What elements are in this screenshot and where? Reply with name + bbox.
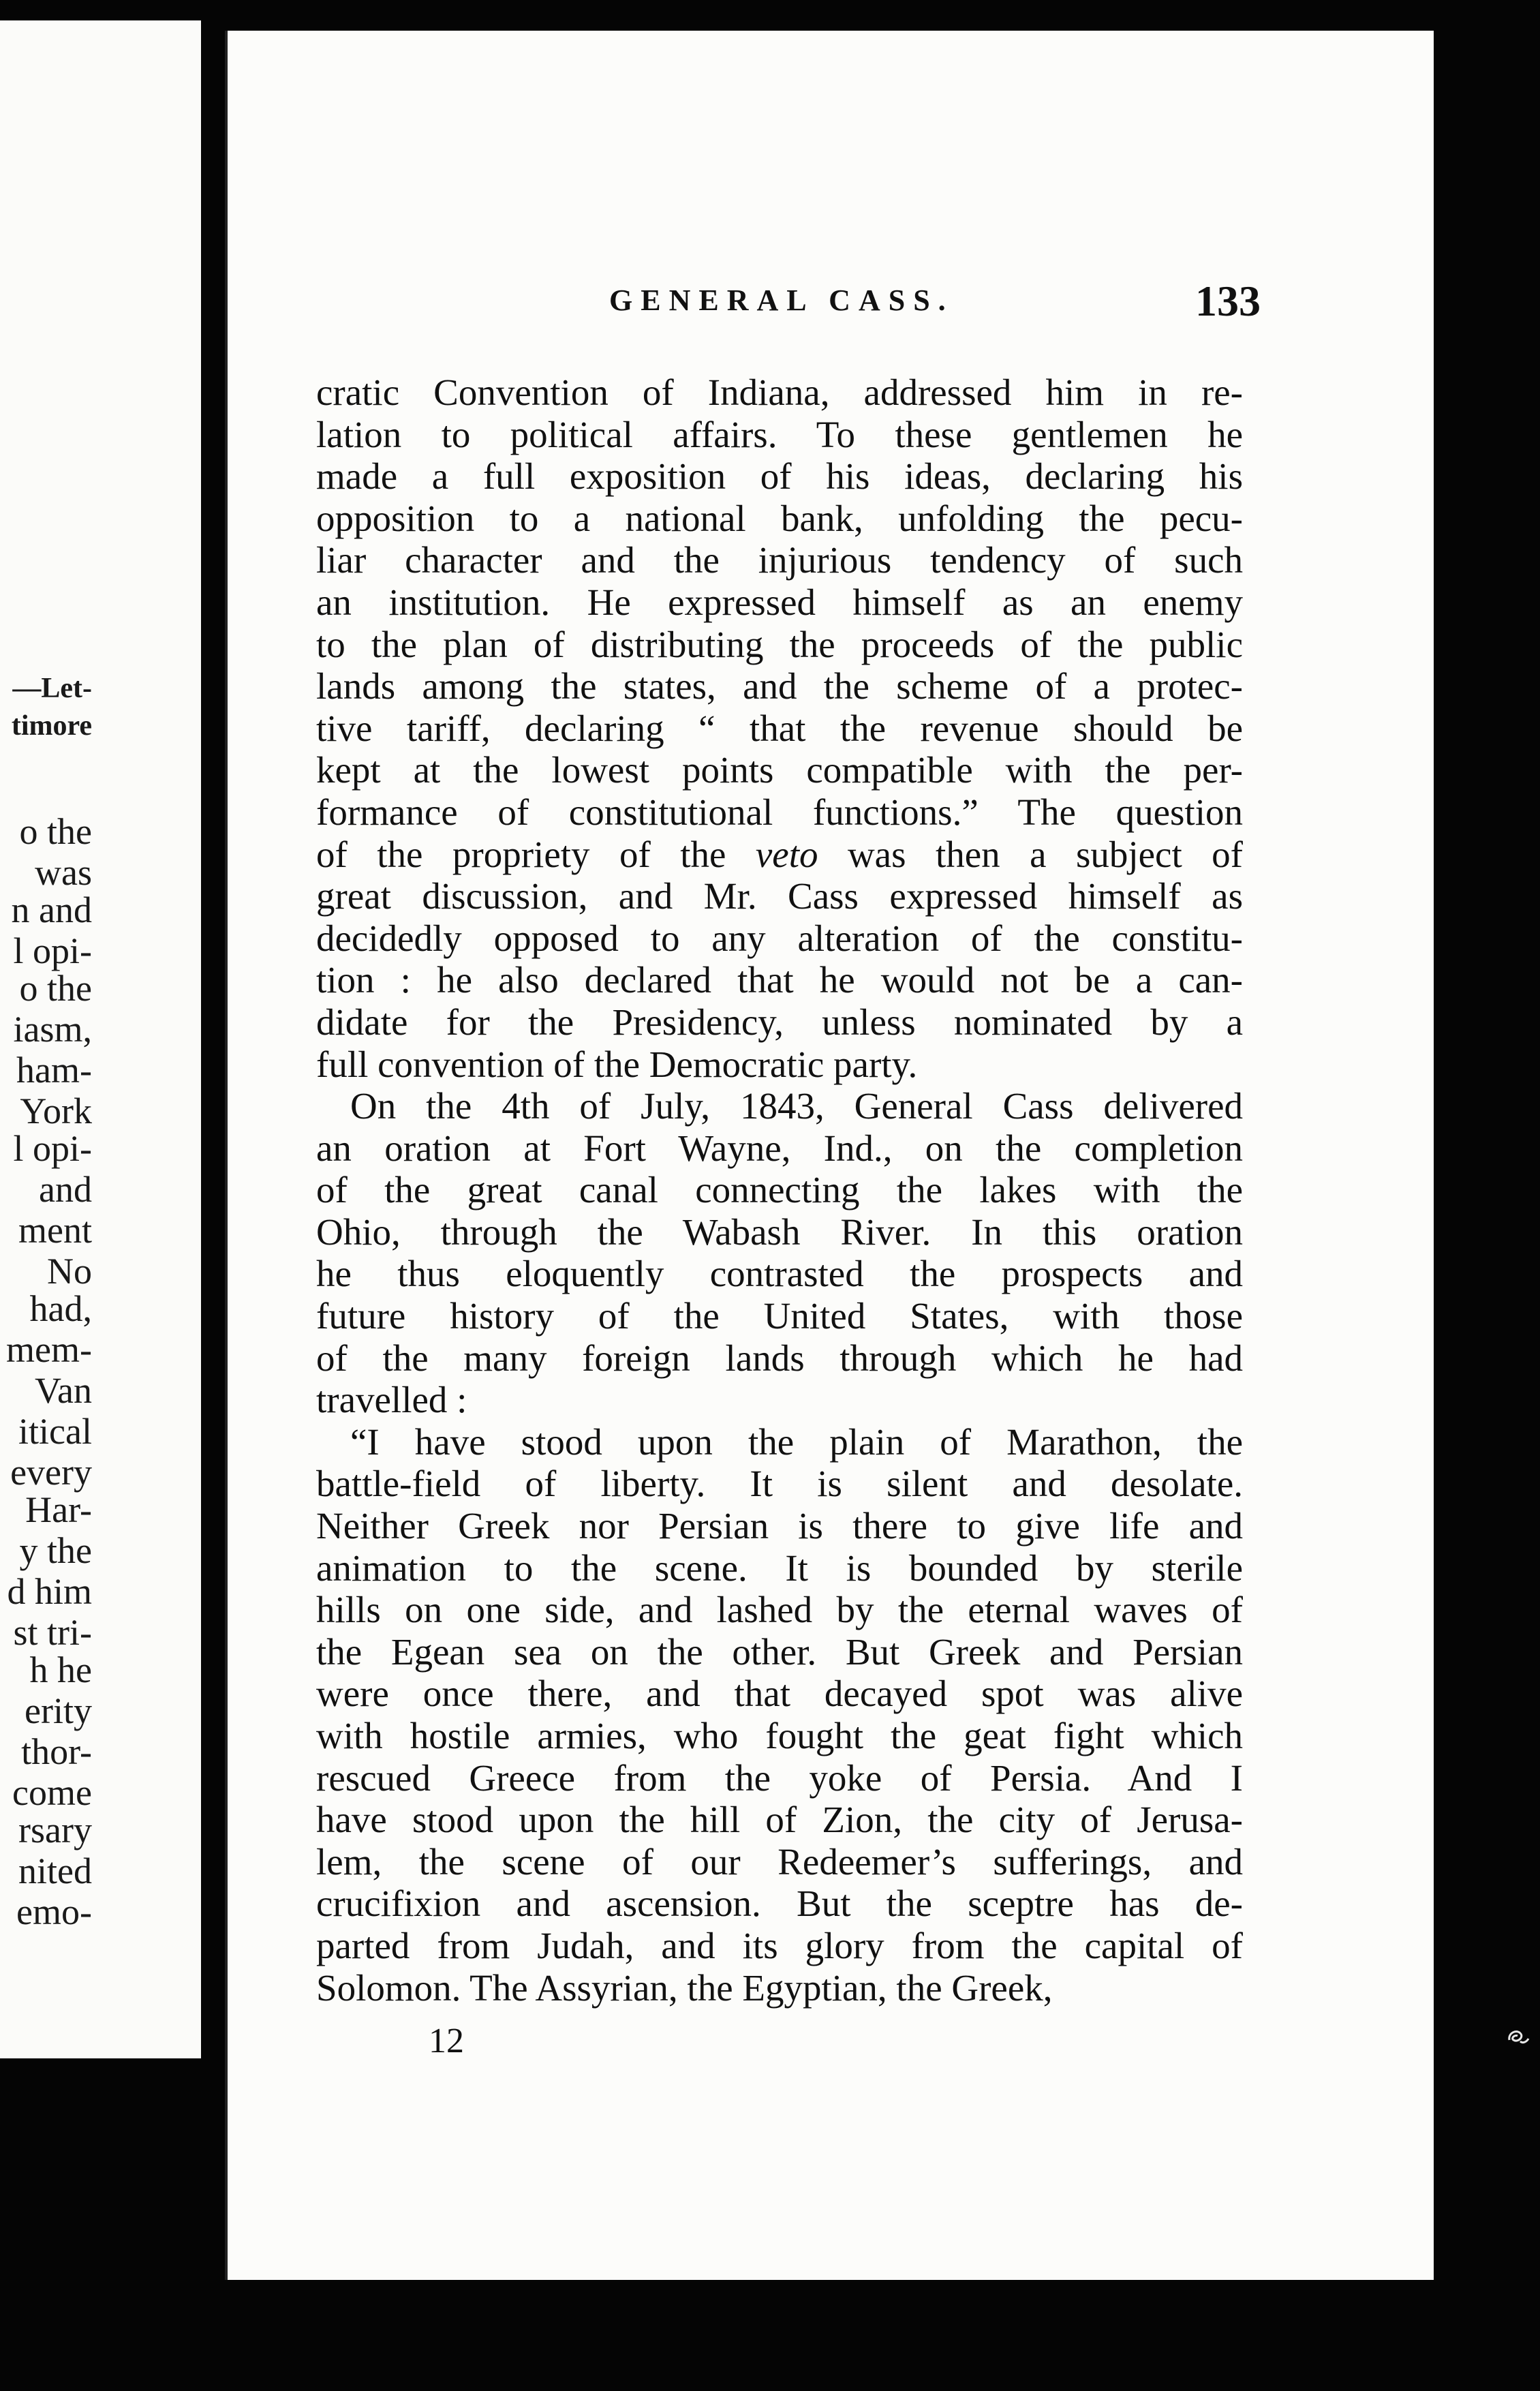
running-header [228,276,1434,331]
facing-page-line: erity [25,1690,92,1731]
text-line: lands among the states, and the scheme of a protec- [316,665,1243,707]
facing-page-line: ham- [16,1050,92,1091]
facing-page-line: d him [7,1571,92,1612]
text-line: Neither Greek nor Persian is there to give life and [316,1505,1243,1547]
facing-page-line: h he [29,1649,92,1690]
text-line: parted from Judah, and its glory from the capital of [316,1924,1243,1966]
text-line: he thus eloquently contrasted the prospects and [316,1253,1243,1295]
text-line: of the great canal connecting the lakes with the [316,1169,1243,1211]
text-line: the Egean sea on the other. But Greek and Persian [316,1630,1243,1673]
text-line: crucifixion and ascension. But the sceptre has de- [316,1883,1243,1925]
facing-page-line: Har- [25,1489,92,1530]
facing-page-line: every [10,1452,92,1493]
text-line: “I have stood upon the plain of Marathon, the [350,1420,1243,1463]
facing-page-line: nited [18,1851,92,1891]
emphasis-word: veto [755,833,818,875]
text-line: lation to political affairs. To these gentlemen he [316,413,1243,455]
text-line: kept at the lowest points compatible with the per- [316,749,1243,791]
facing-page-line: o the [19,811,92,852]
facing-page-line: and [39,1169,92,1210]
text-line: of the many foreign lands through which he had [316,1337,1243,1379]
text-line: an oration at Fort Wayne, Ind., on the completion [316,1127,1243,1169]
facing-page-line: emo- [16,1891,92,1932]
text-line: animation to the scene. It is bounded by sterile [316,1547,1243,1589]
facing-page-line: l opi- [13,1128,92,1169]
text-line: hills on one side, and lashed by the eternal waves of [316,1589,1243,1631]
facing-page-line: come [12,1772,92,1813]
text-line: Solomon. The Assyrian, the Egyptian, the Greek, [316,1966,1053,2009]
text-line: Ohio, through the Wabash River. In this oration [316,1210,1243,1253]
text-line: cratic Convention of Indiana, addressed him in re- [316,371,1243,413]
text-line: made a full exposition of his ideas, declaring his [316,455,1243,498]
facing-page-line: iasm, [13,1009,92,1050]
facing-page-line: ment [18,1210,92,1251]
page-number: 133 [1195,277,1261,325]
text-line: with hostile armies, who fought the geat fight which [316,1715,1243,1756]
facing-page-line: rsary [18,1810,92,1851]
text-line: future history of the United States, with those [316,1295,1243,1337]
text-line: to the plan of distributing the proceeds of the public [316,623,1243,665]
facing-page-line: thor- [21,1731,92,1772]
facing-page-line: mem- [6,1329,92,1370]
text-line: an institution. He expressed himself as an enemy [316,581,1243,623]
text-line: tion : he also declared that he would not be a can- [316,959,1243,1001]
facing-page-line: Van [35,1370,92,1411]
text-line: formance of constitutional functions.” The question [316,791,1243,833]
text-line: didate for the Presidency, unless nominated by a [316,1001,1243,1043]
text-line: tive tariff, declaring “ that the revenue should be [316,707,1243,749]
facing-page-line: No [47,1251,92,1292]
facing-page-line: —Let- [12,673,92,704]
text-line: liar character and the injurious tendency of such [316,539,1243,581]
text-line: battle-field of liberty. It is silent and desolate. [316,1463,1243,1505]
signature-mark: 12 [429,2022,464,2060]
facing-page-line: was [35,852,92,893]
book-page [225,31,1434,2280]
text-line: On the 4th of July, 1843, General Cass delivered [350,1085,1243,1127]
running-title: GENERAL CASS. [609,284,954,317]
text-line: of the propriety of the veto was then a subject of [316,833,1244,875]
text-line: lem, the scene of our Redeemer’s sufferings, and [316,1840,1243,1883]
text-line: travelled : [316,1379,467,1421]
facing-page-line: had, [29,1288,92,1329]
facing-page [0,20,201,2058]
facing-page-line: itical [18,1411,92,1452]
text-line: were once there, and that decayed spot was alive [316,1673,1243,1715]
ink-mark-icon [1503,2021,1537,2055]
facing-page-line: y the [19,1530,92,1571]
text-line: have stood upon the hill of Zion, the city of Jerusa- [316,1799,1243,1841]
body-text [316,371,1243,2009]
text-line: full convention of the Democratic party. [316,1043,918,1085]
facing-page-line: n and [11,889,92,930]
book-gutter [201,0,228,2391]
facing-page-line: timore [11,710,92,742]
text-line: opposition to a national bank, unfolding the pecu- [316,497,1243,539]
text-line: rescued Greece from the yoke of Persia. And I [316,1756,1243,1799]
facing-page-line: o the [19,968,92,1009]
text-line: great discussion, and Mr. Cass expressed himself as [316,875,1243,917]
text-line: decidedly opposed to any alteration of the constitu- [316,917,1243,959]
facing-page-line: York [20,1091,92,1131]
facing-page-line: st tri- [13,1612,92,1653]
facing-page-line: l opi- [13,930,92,971]
